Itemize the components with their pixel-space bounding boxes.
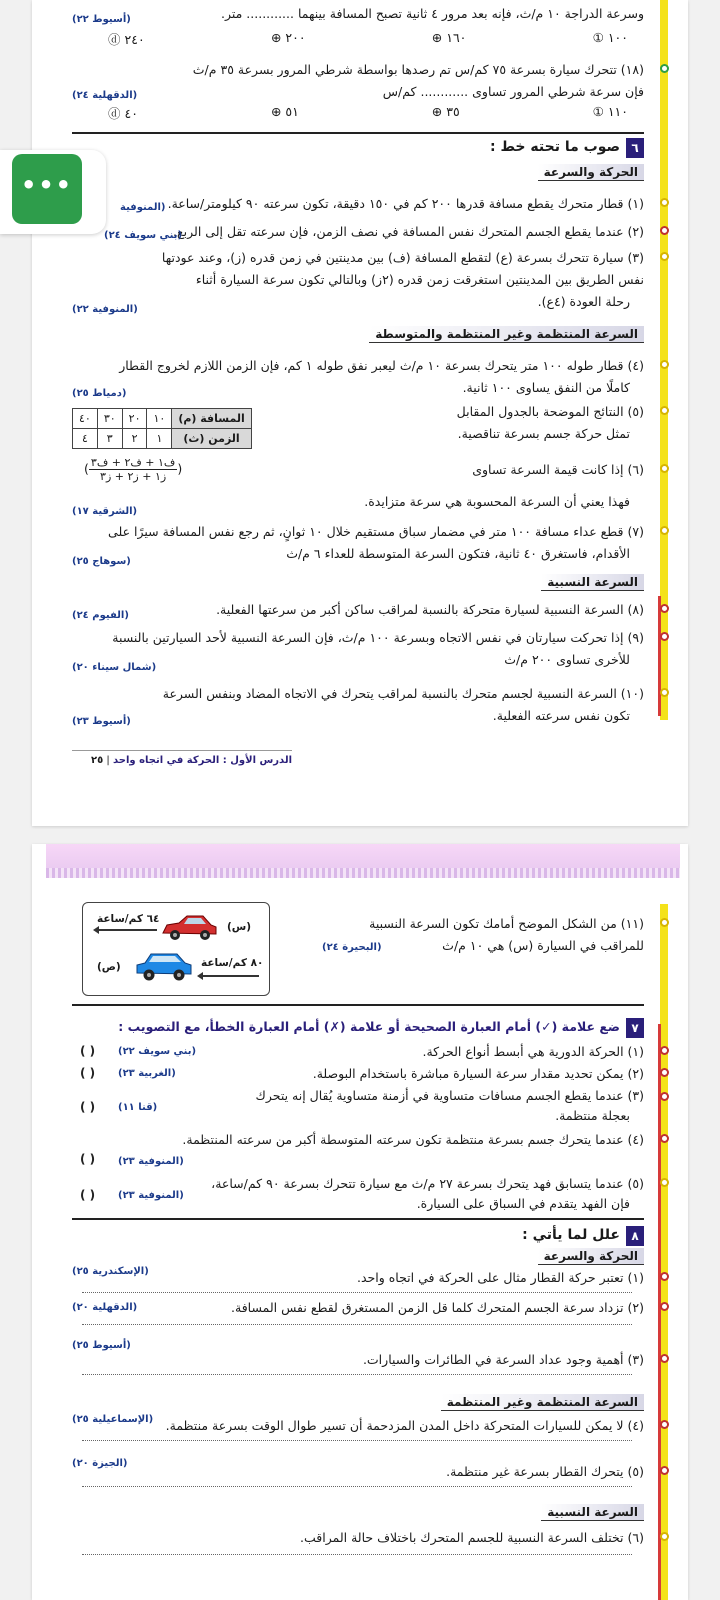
page-number: ٢٥: [91, 755, 104, 766]
table-cell: ٢: [122, 429, 147, 449]
option-d: ٢٤٠ ⓓ: [108, 32, 145, 47]
velocity-formula: ( $\frac{\text{ف١ + ف٢ + ف٣}}{\text{ز١ + ز٢ + ز٣}}$ ): [84, 456, 183, 483]
statement-text: (١٠) السرعة النسبية لجسم متحرك بالنسبة لمراقب يتحرك في الاتجاه المضاد وبنفس السرعة: [162, 686, 644, 701]
statement-text: تمثل حركة جسم بسرعة تناقصية.: [457, 426, 630, 441]
statement-text: (٦) تختلف السرعة النسبية للجسم المتحرك باختلاف حالة المراقب.: [300, 1530, 644, 1545]
statement-text: (٥) يتحرك القطار بسرعة غير منتظمة.: [446, 1464, 644, 1479]
statement-text: (٦) إذا كانت قيمة السرعة تساوى: [472, 462, 644, 477]
subsection-heading: الحركة والسرعة: [538, 164, 644, 181]
source-label: (المنوفية ٢٢): [72, 304, 138, 315]
bullet-icon: [660, 1068, 669, 1077]
source-label: (المنوفية ٢٣): [118, 1156, 184, 1167]
table-cell: ١٠: [147, 409, 172, 429]
source-label: (سوهاج ٢٥): [72, 556, 131, 567]
floating-menu-panel: [0, 150, 106, 234]
bullet-icon: [660, 1302, 669, 1311]
bullet-icon: [660, 1046, 669, 1055]
relative-speed-figure: [82, 902, 270, 996]
car-s-speed-label: ٦٤ كم/ساعة: [97, 913, 160, 925]
answer-box[interactable]: ( ): [80, 1066, 96, 1080]
bullet-icon: [660, 1272, 669, 1281]
statement-text: الأقدام، فاستغرق ٤٠ ثانية، فتكون السرعة المتوسطة للعداء ٦ م/ث: [286, 546, 630, 561]
answer-box[interactable]: ( ): [80, 1152, 96, 1166]
statement-text: (٥) النتائج الموضحة بالجدول المقابل: [456, 404, 644, 419]
source-label: (الإسكندرية ٢٥): [72, 1266, 149, 1277]
statement-text: (٣) سيارة تتحرك بسرعة (ع) لتقطع المسافة (ف) بين مدينتين في زمن قدره (ز)، وعند عودتها: [161, 250, 644, 265]
source-label: (المنوفية ٢٣): [118, 1190, 184, 1201]
source-label: (بني سويف ٢٢): [118, 1046, 197, 1057]
options-row: [108, 104, 628, 122]
option-a: ١١٠ ①: [592, 104, 628, 119]
answer-box[interactable]: ( ): [80, 1100, 96, 1114]
bullet-icon: [660, 1092, 669, 1101]
bullet-icon: [660, 1532, 669, 1541]
statement-text: كاملًا من النفق يساوى ١٠٠ ثانية.: [462, 380, 630, 395]
source-label: (الفيوم ٢٤): [72, 610, 129, 621]
table-cell: ٢٠: [122, 409, 147, 429]
source-label: (الدقهلية ٢٠): [72, 1302, 138, 1313]
red-car-icon: [159, 913, 219, 943]
arrow-left-icon: [97, 929, 157, 931]
source-label: (المنوفية: [120, 202, 166, 213]
bullet-icon: [660, 252, 669, 261]
blue-car-icon: [133, 951, 195, 983]
statement-text: فهذا يعني أن السرعة المحسوبة هي سرعة متزايدة.: [364, 494, 630, 509]
bullet-icon: [660, 604, 669, 613]
answer-line[interactable]: [82, 1554, 632, 1555]
source-label: (الشرقية ١٧): [72, 506, 138, 517]
source-label: (الدقهلية ٢٤): [72, 90, 138, 101]
worksheet-page-2: [32, 844, 688, 1600]
table-cell: ١: [147, 429, 172, 449]
source-label: (بني سويف ٢٤): [104, 230, 183, 241]
more-options-button[interactable]: •••: [12, 154, 82, 224]
options-row: [108, 30, 628, 48]
subsection-heading: السرعة النسبية: [541, 574, 644, 591]
statement-text: بعجلة منتظمة.: [555, 1108, 630, 1123]
source-label: (أسيوط ٢٢): [72, 14, 131, 25]
subsection-heading: السرعة النسبية: [541, 1504, 644, 1521]
statement-text: للمراقب في السيارة (س) هي ١٠ م/ث: [442, 938, 644, 953]
table-cell: ٤٠: [73, 409, 98, 429]
source-label: (شمال سيناء ٢٠): [72, 662, 157, 673]
section-divider: [72, 132, 644, 134]
table-header-cell: المسافة (م): [172, 409, 251, 429]
question-title: علل لما يأتي :: [522, 1227, 620, 1243]
margin-rail: [660, 904, 668, 1600]
bullet-icon: [660, 688, 669, 697]
answer-line[interactable]: [82, 1440, 632, 1441]
source-label: (الجيزة ٢٠): [72, 1458, 128, 1469]
statement-text: (١) قطار متحرك يقطع مسافة قدرها ٢٠٠ كم في ١٥٠ دقيقة، تكون سرعته ٩٠ كيلومتر/ساعة.: [167, 196, 644, 211]
lesson-title: الدرس الأول : الحركة في اتجاه واحد: [113, 755, 292, 766]
answer-line[interactable]: [82, 1486, 632, 1487]
bullet-icon: [660, 226, 669, 235]
page-footer: الدرس الأول : الحركة في اتجاه واحد | ٢٥: [72, 750, 292, 766]
statement-text: (٥) عندما يتسابق فهد يتحرك بسرعة ٢٧ م/ث مع سيارة تتحرك بسرعة ٩٠ كم/ساعة،: [211, 1176, 644, 1191]
statement-text: (١) تعتبر حركة القطار مثال على الحركة في اتجاه واحد.: [357, 1270, 644, 1285]
question-number-badge: ٧: [626, 1018, 644, 1038]
statement-text: (٤) قطار طوله ١٠٠ متر يتحرك بسرعة ١٠ م/ث ليعبر نفق طوله ١ كم، فإن الزمن اللازم لخروج القطار: [119, 358, 644, 373]
margin-rail-red: [658, 1024, 661, 1600]
table-cell: ٤: [73, 429, 98, 449]
source-label: (أسيوط ٢٣): [72, 716, 131, 727]
section-divider: [72, 1218, 644, 1220]
bullet-icon: [660, 198, 669, 207]
question-line: فإن سرعة شرطي المرور تساوى ............ كم/س: [382, 84, 644, 99]
bullet-icon: [660, 464, 669, 473]
page-header-band: [46, 844, 680, 878]
bullet-icon: [660, 360, 669, 369]
worksheet-page-1: [32, 0, 688, 826]
answer-line[interactable]: [82, 1374, 632, 1375]
statement-text: نفس الطريق بين المدينتين استغرقت زمن قدره (٢ز) وبالتالي تكون سرعة السيارة أثناء: [195, 272, 644, 287]
formula-numerator: ف١ + ف٢ + ف٣: [90, 456, 176, 469]
bullet-icon: [660, 1354, 669, 1363]
car-s-label: (س): [227, 921, 252, 933]
statement-text: (٢) تزداد سرعة الجسم المتحرك كلما قل الزمن المستغرق لقطع نفس المسافة.: [231, 1300, 644, 1315]
statement-text: (٣) عندما يقطع الجسم مسافات متساوية في أزمنة متساوية يُقال إنه يتحرك: [255, 1088, 644, 1103]
margin-rail-red: [658, 596, 661, 716]
distance-time-table: [72, 408, 252, 449]
table-cell: ٣٠: [97, 409, 122, 429]
table-header-cell: الزمن (ث): [172, 429, 251, 449]
source-label: (الإسماعيلية ٢٥): [72, 1414, 154, 1425]
option-d: ٤٠ ⓓ: [108, 106, 138, 121]
question-title: صوب ما تحته خط :: [489, 139, 620, 155]
statement-text: (٤) لا يمكن للسيارات المتحركة داخل المدن المزدحمة أن تسير طوال الوقت بسرعة منتظمة.: [165, 1418, 644, 1433]
statement-text: (٧) قطع عداء مسافة ١٠٠ متر في مضمار سباق مستقيم خلال ١٠ ثوانٍ، ثم رجع نفس المسافة سيرًا على: [108, 524, 644, 539]
bullet-icon: [660, 406, 669, 415]
bullet-icon: [660, 632, 669, 641]
option-b: ٣٥ ⊕: [431, 104, 460, 119]
subsection-heading: السرعة المنتظمة وغير المنتظمة والمتوسطة: [369, 326, 644, 343]
source-label: (البحيرة ٢٤): [322, 942, 382, 953]
bullet-icon: [660, 526, 669, 535]
bullet-icon: [660, 918, 669, 927]
table-cell: ٣: [97, 429, 122, 449]
statement-text: (٣) أهمية وجود عداد السرعة في الطائرات والسيارات.: [362, 1352, 644, 1367]
source-label: (قنا ١١): [118, 1102, 158, 1113]
question-number-badge: ٨: [626, 1226, 644, 1246]
bullet-icon: [660, 1466, 669, 1475]
statement-text: (٨) السرعة النسبية لسيارة متحركة بالنسبة لمراقب ساكن أكبر من سرعتها الفعلية.: [216, 602, 644, 617]
statement-text: تكون نفس سرعته الفعلية.: [492, 708, 630, 723]
question-line: (١٨) تتحرك سيارة بسرعة ٧٥ كم/س تم رصدها بواسطة شرطي المرور بسرعة ٣٥ م/ث: [192, 62, 644, 77]
answer-line[interactable]: [82, 1324, 632, 1325]
formula-denominator: ز١ + ز٢ + ز٣: [100, 470, 167, 483]
bullet-icon: [660, 1178, 669, 1187]
question-line: وسرعة الدراجة ١٠ م/ث، فإنه بعد مرور ٤ ثانية تصبح المسافة بينهما ............ متر.: [220, 6, 644, 21]
bullet-icon: [660, 1420, 669, 1429]
option-b: ١٦٠ ⊕: [431, 30, 467, 45]
option-c: ٥١ ⊕: [270, 104, 299, 119]
statement-text: (٩) إذا تحركت سيارتان في نفس الاتجاه وبسرعة ١٠٠ م/ث، فإن السرعة النسبية لأحد السيارتين بالنسبة: [112, 630, 644, 645]
question-title: ضع علامة (✓) أمام العبارة الصحيحة أو علامة (✗) أمام العبارة الخطأ، مع التصويب :: [118, 1019, 620, 1034]
source-label: (الغربية ٢٣): [118, 1068, 176, 1079]
answer-box[interactable]: ( ): [80, 1044, 96, 1058]
subsection-heading: الحركة والسرعة: [538, 1248, 644, 1265]
car-c-label: (ص): [97, 961, 121, 973]
statement-text: (٢) يمكن تحديد مقدار سرعة السيارة مباشرة باستخدام البوصلة.: [312, 1066, 644, 1081]
car-c-speed-label: ٨٠ كم/ساعة: [201, 957, 264, 969]
question-number-badge: ٦: [626, 138, 644, 158]
bullet-icon: [660, 64, 669, 73]
statement-text: (٤) عندما يتحرك جسم بسرعة منتظمة تكون سرعته المتوسطة أكبر من سرعته المنتظمة.: [182, 1132, 644, 1147]
statement-text: رحلة العودة (٤ع).: [537, 294, 630, 309]
source-label: (دمياط ٢٥): [72, 388, 127, 399]
statement-text: فإن الفهد يتقدم في السباق على السيارة.: [416, 1196, 630, 1211]
option-a: ١٠٠ ①: [592, 30, 628, 45]
option-c: ٢٠٠ ⊕: [270, 30, 306, 45]
subsection-heading: السرعة المنتظمة وغير المنتظمة: [441, 1394, 644, 1411]
statement-text: (٢) عندما يقطع الجسم المتحرك نفس المسافة في نصف الزمن، فإن سرعته تقل إلى الربع.: [173, 224, 644, 239]
arrow-left-icon: [201, 975, 259, 977]
answer-line[interactable]: [82, 1292, 632, 1293]
statement-text: (١) الحركة الدورية هي أبسط أنواع الحركة.: [422, 1044, 644, 1059]
bullet-icon: [660, 1134, 669, 1143]
source-label: (أسيوط ٢٥): [72, 1340, 131, 1351]
answer-box[interactable]: ( ): [80, 1188, 96, 1202]
statement-text: للأخرى تساوى ٢٠٠ م/ث: [504, 652, 630, 667]
statement-text: (١١) من الشكل الموضح أمامك تكون السرعة النسبية: [369, 916, 644, 931]
section-divider: [72, 1004, 644, 1006]
